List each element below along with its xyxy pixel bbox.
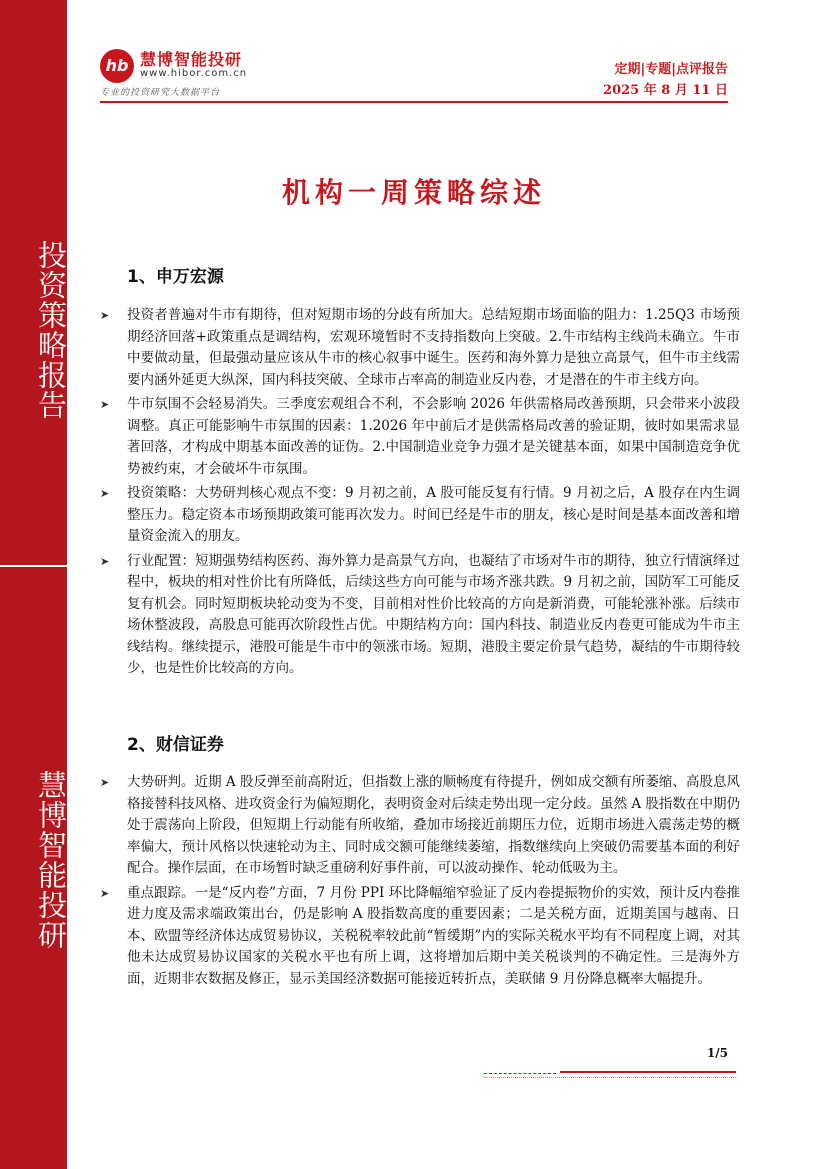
bullet-text: 重点跟踪。一是“反内卷”方面，7 月份 PPI 环比降幅缩窄验证了反内卷提振物价的实效，预计反内卷推进力度及需求端政策出台，仍是影响 A 股指数高度的重要因素；二是关税方面，近期美国与越南、日本、欧盟等经济体达成贸易协议，关税税率较此前“暂缓期”内的实际关税水平均有不同程度上调，对其他未达成贸易协议国家的关税水平也有所上调，这将增加后期中美关税谈判的不确定性。三是海外方面，近期非农数据及修正，显示美国经济数据可能接近转折点，美联储 9 月份降息概率大幅提升。 [127,884,740,987]
arrow-bullet-icon: ➤ [100,398,110,411]
section-2-bullets [100,772,740,993]
list-item [100,305,740,391]
section-1-bullets [100,305,740,683]
sidebar-band [0,0,67,1169]
bullet-text: 大势研判。近期 A 股反弹至前高附近，但指数上涨的顺畅度有待提升，例如成交额有所萎缩、高股息风格接替科技风格、进攻资金行为偏短期化，表明资金对后续走势出现一定分歧。虽然 A 股指数在中期仍处于震荡向上阶段，但短期上行动能有所收缩，叠加市场接近前期压力位，近期市场进入震荡走势的概率偏大，预计风格以快速轮动为主、同时成交额可能继续萎缩，指数继续向上突破仍需要基本面的利好配合。操作层面，在市场暂时缺乏重磅利好事件前，可以波动操作、轮动低吸为主。 [127,774,740,876]
arrow-bullet-icon: ➤ [100,487,110,500]
logo-slogan: 专业的投资研究大数据平台 [100,88,221,98]
bullet-text: 行业配置：短期强势结构医药、海外算力是高景气方向，也凝结了市场对牛市的期待，独立行情演绎过程中，板块的相对性价比有所降低，后续这些方向可能与市场齐涨共跌。9 月初之前，国防军工可能反复有机会。同时短期板块轮动变为不变，目前相对性价比较高的方向是新消费，可能轮涨补涨。后续市场休整波段，高股息可能再次阶段性占优。中期结构方向：国内科技、制造业反内卷更可能成为牛市主线结构。继续提示，港股可能是牛市中的领涨市场。短期，港股主要定价景气趋势，凝结的牛市期待较少，也是性价比较高的方向。 [127,552,740,676]
report-type: 定期|专题|点评报告 [614,62,728,77]
list-item [100,551,740,680]
bullet-text: 投资策略：大势研判核心观点不变：9 月初之前，A 股可能反复有行情。9 月初之后，A 股存在内生调整压力。稳定资本市场预期政策可能再次发力。时间已经是牛市的朋友，核心是时间是基本面改善和增量资金流入的朋友。 [127,485,740,544]
bullet-text: 投资者普遍对牛市有期待，但对短期市场的分歧有所加大。总结短期市场面临的阻力：1.25Q3 市场预期经济回落+政策重点是调结构，宏观环境暂时不支持指数向上突破。2.牛市结构主线尚未确立。牛市中要做动量，但最强动量应该从牛市的核心叙事中诞生。医药和海外算力是独立高景气，但牛市主线需要内涵外延更大纵深，国内科技突破、全球市占率高的制造业反内卷，才是潜在的牛市主线方向。 [127,307,740,388]
report-date: 2025 年 8 月 11 日 [603,83,728,98]
brand-logo [100,47,300,98]
logo-name: 慧博智能投研 [140,50,243,69]
sidebar-bottom-label: 慧博智能投研 [34,770,68,950]
footer-rule-dotted [484,1077,736,1078]
bullet-text: 牛市氛围不会轻易消失。三季度宏观组合不利，不会影响 2026 年供需格局改善预期，只会带来小波段调整。真正可能影响牛市氛围的因素：1.2026 年中前后才是供需格局改善的验证期，彼时如果需求显著回落，才构成中期基本面改善的证伪。2.中国制造业竞争力强才是关键基本面，如果中国制造竞争优势被约束，才会破坏牛市氛围。 [127,396,740,477]
page-title: 机构一周策略综述 [281,176,546,209]
arrow-bullet-icon: ➤ [100,554,110,568]
footer-rule-dashed [484,1073,556,1074]
header-rule [100,101,728,103]
page-number: 1/5 [706,1046,728,1060]
sidebar-top-label: 投资策略报告 [34,240,68,420]
logo-url: www.hibor.com.cn [140,68,248,79]
footer-rule [560,1071,736,1073]
logo-mark-icon: hb [100,49,134,83]
arrow-bullet-icon: ➤ [100,309,110,322]
arrow-bullet-icon: ➤ [100,886,110,900]
list-item [100,883,740,991]
section-heading-2: 2、财信证券 [127,735,224,755]
list-item [100,394,740,480]
sidebar-divider [0,565,67,567]
arrow-bullet-icon: ➤ [100,776,110,789]
list-item [100,483,740,548]
list-item [100,772,740,880]
section-heading-1: 1、申万宏源 [127,267,224,287]
